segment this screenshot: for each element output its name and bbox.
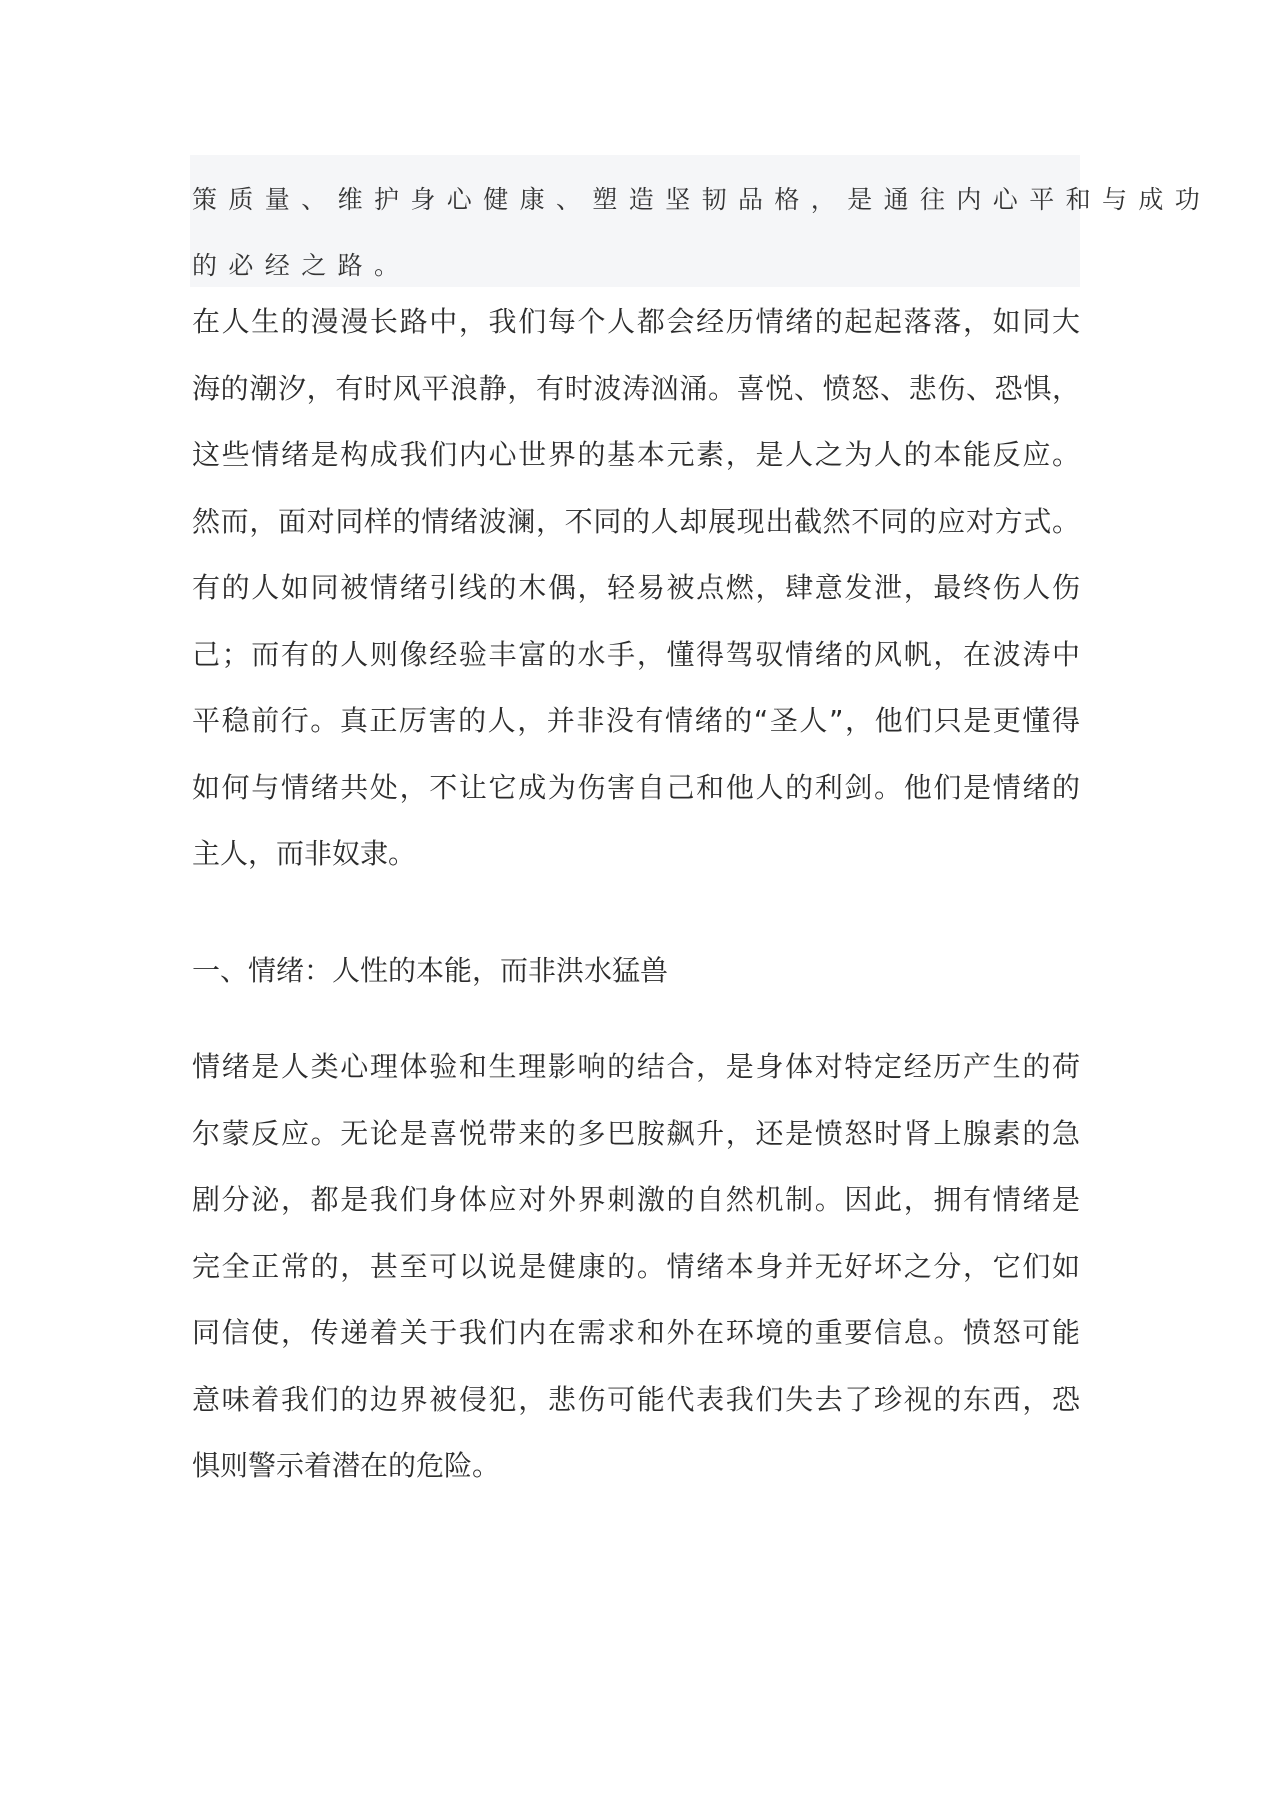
quote-line: 策质量、维护身心健康、塑造坚韧品格，是通往内心平和与成功 — [192, 185, 1212, 214]
text-line: 己；而有的人则像经验丰富的水手，懂得驾驭情绪的风帆，在波涛中 — [192, 637, 1080, 671]
text-line: 如何与情绪共处，不让它成为伤害自己和他人的利剑。他们是情绪的 — [192, 770, 1080, 804]
text-line: 意味着我们的边界被侵犯，悲伤可能代表我们失去了珍视的东西，恐 — [192, 1382, 1080, 1416]
text-line: 海的潮汐，有时风平浪静，有时波涛汹涌。喜悦、愤怒、悲伤、恐惧， — [192, 371, 1080, 405]
section-heading: 一、情绪：人性的本能，而非洪水猛兽 — [192, 954, 669, 987]
text-line: 尔蒙反应。无论是喜悦带来的多巴胺飙升，还是愤怒时肾上腺素的急 — [192, 1116, 1080, 1150]
paragraph-intro — [192, 289, 1080, 888]
text-line: 完全正常的，甚至可以说是健康的。情绪本身并无好坏之分，它们如 — [192, 1249, 1080, 1283]
text-line: 有的人如同被情绪引线的木偶，轻易被点燃，肆意发泄，最终伤人伤 — [192, 571, 1080, 604]
quote-line: 的必经之路。 — [192, 251, 411, 280]
paragraph-emotion-nature — [192, 1034, 1080, 1500]
text-line: 情绪是人类心理体验和生理影响的结合，是身体对特定经历产生的荷 — [192, 1050, 1080, 1083]
text-line: 然而，面对同样的情绪波澜，不同的人却展现出截然不同的应对方式。 — [192, 504, 1080, 538]
text-line: 剧分泌，都是我们身体应对外界刺激的自然机制。因此，拥有情绪是 — [192, 1183, 1080, 1216]
text-line: 这些情绪是构成我们内心世界的基本元素，是人之为人的本能反应。 — [192, 438, 1080, 471]
text-line: 同信使，传递着关于我们内在需求和外在环境的重要信息。愤怒可能 — [192, 1316, 1080, 1349]
text-line: 主人，而非奴隶。 — [192, 837, 417, 870]
quote-block — [190, 155, 1212, 287]
text-line: 在人生的漫漫长路中，我们每个人都会经历情绪的起起落落，如同大 — [192, 305, 1080, 338]
text-line: 平稳前行。真正厉害的人，并非没有情绪的“圣人”，他们只是更懂得 — [192, 704, 1080, 737]
text-line: 惧则警示着潜在的危险。 — [192, 1449, 501, 1482]
